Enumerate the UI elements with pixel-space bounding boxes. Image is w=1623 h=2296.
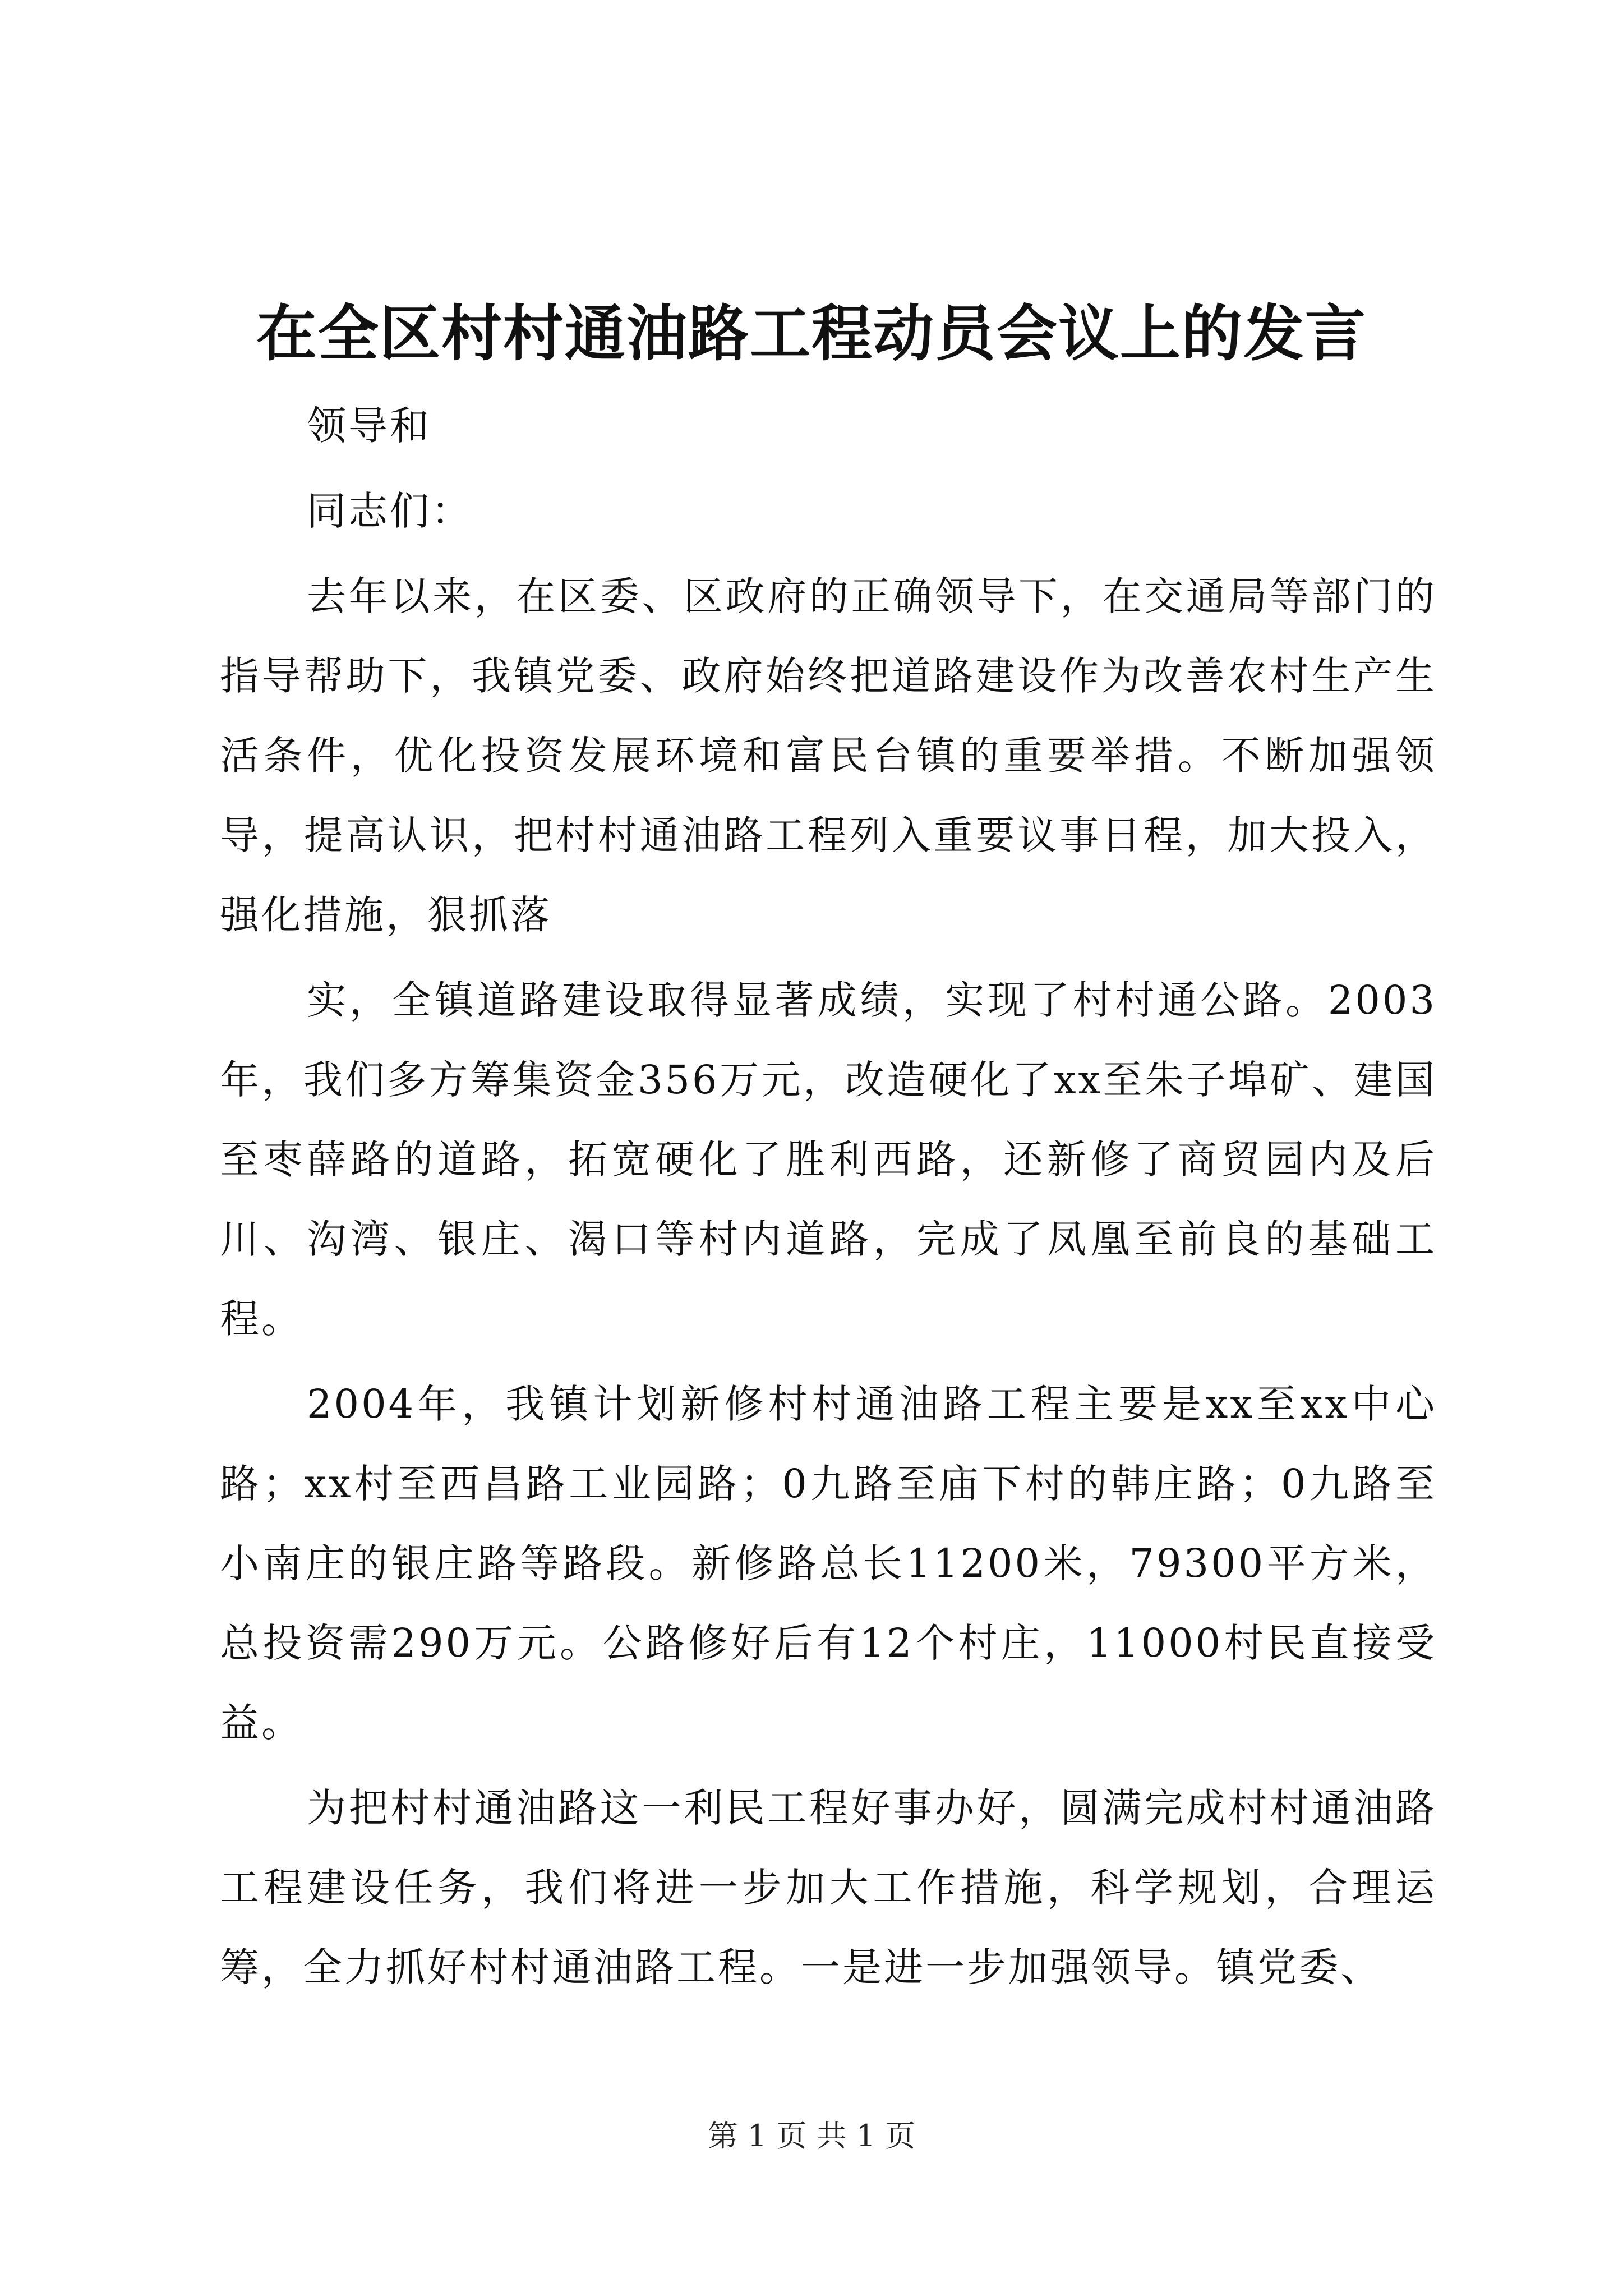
document-title: 在全区村村通油路工程动员会议上的发言 bbox=[256, 298, 1367, 369]
paragraph-3: 2004年，我镇计划新修村村通油路工程主要是xx至xx中心路；xx村至西昌路工业园路；0九路至庙下村的韩庄路；0九路至小南庄的银庄路等路段。新修路总长11200米，79300平方米，总投资需290万元。公路修好后有12个村庄，11000村民直接受益。 bbox=[220, 1381, 1437, 1746]
page-footer: 第 1 页 共 1 页 bbox=[707, 2118, 916, 2154]
salutation-line-2: 同志们： bbox=[307, 488, 473, 534]
document-body bbox=[220, 386, 1437, 2007]
paragraph-4: 为把村村通油路这一利民工程好事办好，圆满完成村村通油路工程建设任务，我们将进一步加大工作措施，科学规划，合理运筹，全力抓好村村通油路工程。一是进一步加强领导。镇党委、 bbox=[220, 1785, 1437, 1990]
paragraph-1: 去年以来，在区委、区政府的正确领导下，在交通局等部门的指导帮助下，我镇党委、政府始终把道路建设作为改善农村生产生活条件，优化投资发展环境和富民台镇的重要举措。不断加强领导，提高认识，把村村通油路工程列入重要议事日程，加大投入，强化措施，狠抓落 bbox=[220, 573, 1437, 938]
salutation-line-1: 领导和 bbox=[307, 403, 431, 449]
paragraph-2: 实，全镇道路建设取得显著成绩，实现了村村通公路。2003年，我们多方筹集资金356万元，改造硬化了xx至朱子埠矿、建国至枣薛路的道路，拓宽硬化了胜利西路，还新修了商贸园内及后川、沟湾、银庄、渴口等村内道路，完成了凤凰至前良的基础工程。 bbox=[220, 977, 1437, 1342]
